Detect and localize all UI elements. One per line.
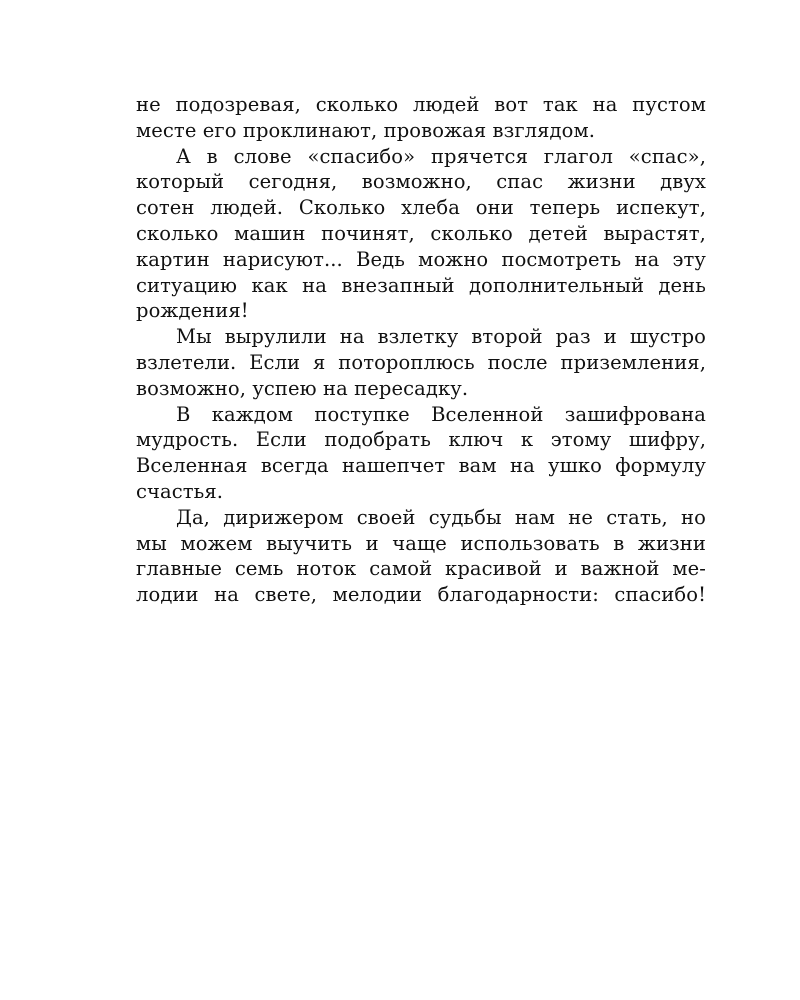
- text-line: мудрость. Если подобрать ключ к этому шифру,: [136, 428, 706, 452]
- text-line: А в слове «спасибо» прячется глагол «спас»,: [176, 144, 706, 168]
- text-line: сколько машин починят, сколько детей вырастят,: [136, 221, 706, 245]
- text-line: месте его проклинают, провожая взглядом.: [136, 118, 596, 142]
- paragraph-4: [136, 402, 706, 505]
- text-line: мы можем выучить и чаще использовать в жизни: [136, 531, 706, 555]
- body-text: [136, 92, 706, 608]
- paragraph-3: [136, 324, 706, 401]
- text-line: сотен людей. Сколько хлеба они теперь испекут,: [136, 196, 706, 220]
- text-line: картин нарисуют... Ведь можно посмотреть на эту: [136, 247, 706, 271]
- text-line: Да, дирижером своей судьбы нам не стать, но: [176, 505, 706, 529]
- paragraph-1: [136, 92, 706, 144]
- text-line: В каждом поступке Вселенной зашифрована: [176, 402, 706, 426]
- text-line: который сегодня, возможно, спас жизни двух: [136, 170, 706, 194]
- text-line: лодии на свете, мелодии благодарности: спасибо!: [136, 583, 706, 607]
- text-line: рождения!: [136, 299, 249, 323]
- paragraph-5: [136, 505, 706, 608]
- text-line: счастья.: [136, 479, 224, 503]
- text-line: ситуацию как на внезапный дополнительный день: [136, 273, 706, 297]
- text-line: Вселенная всегда нашепчет вам на ушко формулу: [136, 454, 706, 478]
- text-line: взлетели. Если я потороплюсь после приземления,: [136, 350, 706, 374]
- text-line: главные семь ноток самой красивой и важной ме-: [136, 557, 706, 581]
- text-line: Мы вырулили на взлетку второй раз и шустро: [176, 325, 706, 349]
- text-line: возможно, успею на пересадку.: [136, 376, 469, 400]
- text-line: не подозревая, сколько людей вот так на пустом: [136, 93, 706, 116]
- paragraph-2: [136, 144, 706, 325]
